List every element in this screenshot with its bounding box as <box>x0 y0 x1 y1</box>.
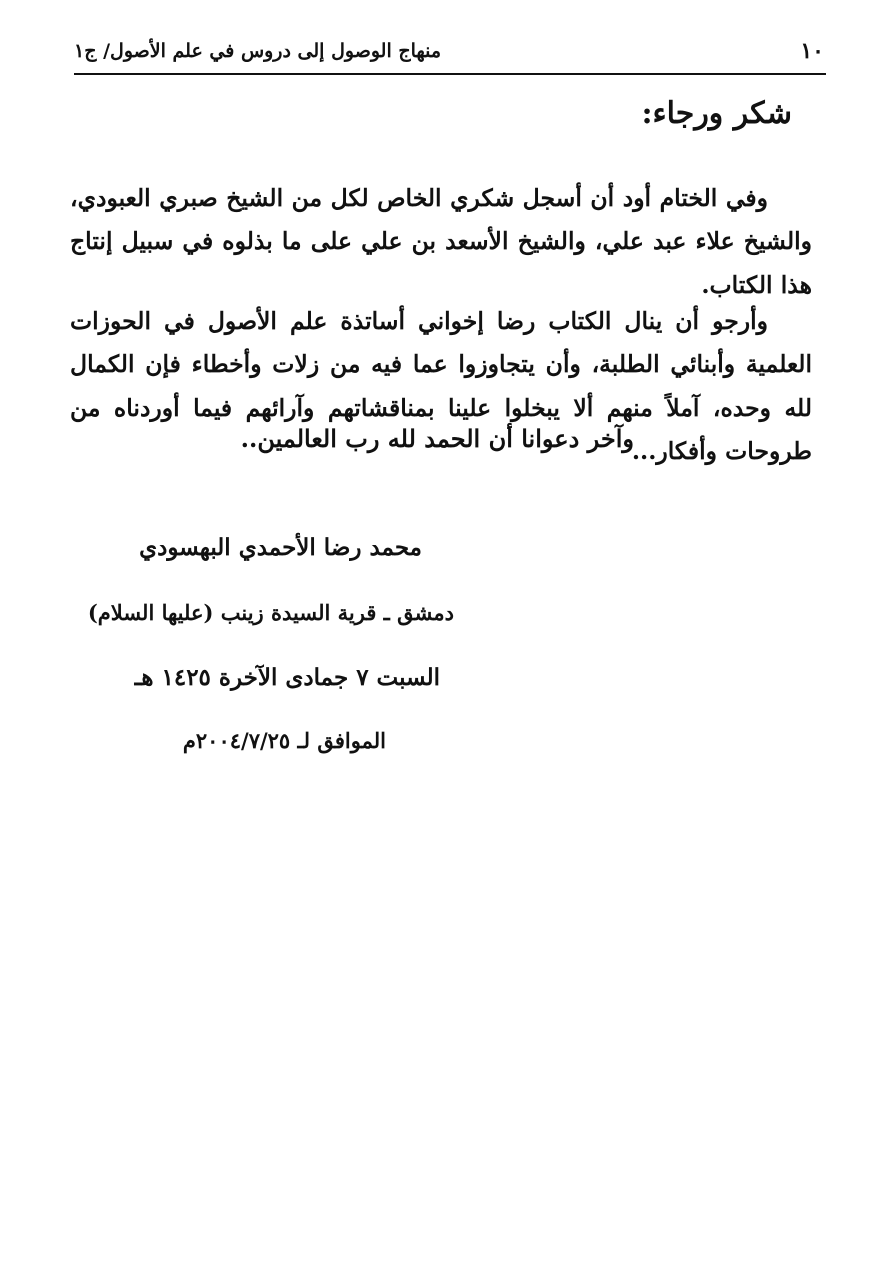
author-name: محمد رضا الأحمدي البهسودي <box>139 534 422 561</box>
closing-prayer: وآخر دعوانا أن الحمد لله رب العالمين.. <box>240 424 634 453</box>
gregorian-date: الموافق لـ ٢٠٠٤/٧/٢٥م <box>182 728 386 753</box>
paragraph-hope: وأرجو أن ينال الكتاب رضا إخواني أساتذة علم الأصول في الحوزات العلمية وأبنائي الطلبة، وأن يتجاوزوا عما فيه من زلات وأخطاء فإن الكمال لله وحده، آملاً منهم ألا يبخلوا علينا بمناقشاتهم وآرائهم فيما أوردناه من طروحات وأفكار... <box>70 306 812 465</box>
section-heading: شكر ورجاء: <box>641 96 792 131</box>
header-divider <box>74 73 826 75</box>
running-header <box>74 34 826 68</box>
hijri-date: السبت ٧ جمادى الآخرة ١٤٢٥ هـ <box>134 664 440 691</box>
page-number: ١٠ <box>800 38 824 64</box>
running-header-title: منهاج الوصول إلى دروس في علم الأصول/ ج١ <box>74 40 442 62</box>
paragraph-thanks: وفي الختام أود أن أسجل شكري الخاص لكل من الشيخ صبري العبودي، والشيخ علاء عبد علي، والشيخ الأسعد بن علي على ما بذلوه في سبيل إنتاج هذا الكتاب. <box>70 183 812 299</box>
author-place: دمشق ـ قرية السيدة زينب (عليها السلام) <box>87 600 454 625</box>
